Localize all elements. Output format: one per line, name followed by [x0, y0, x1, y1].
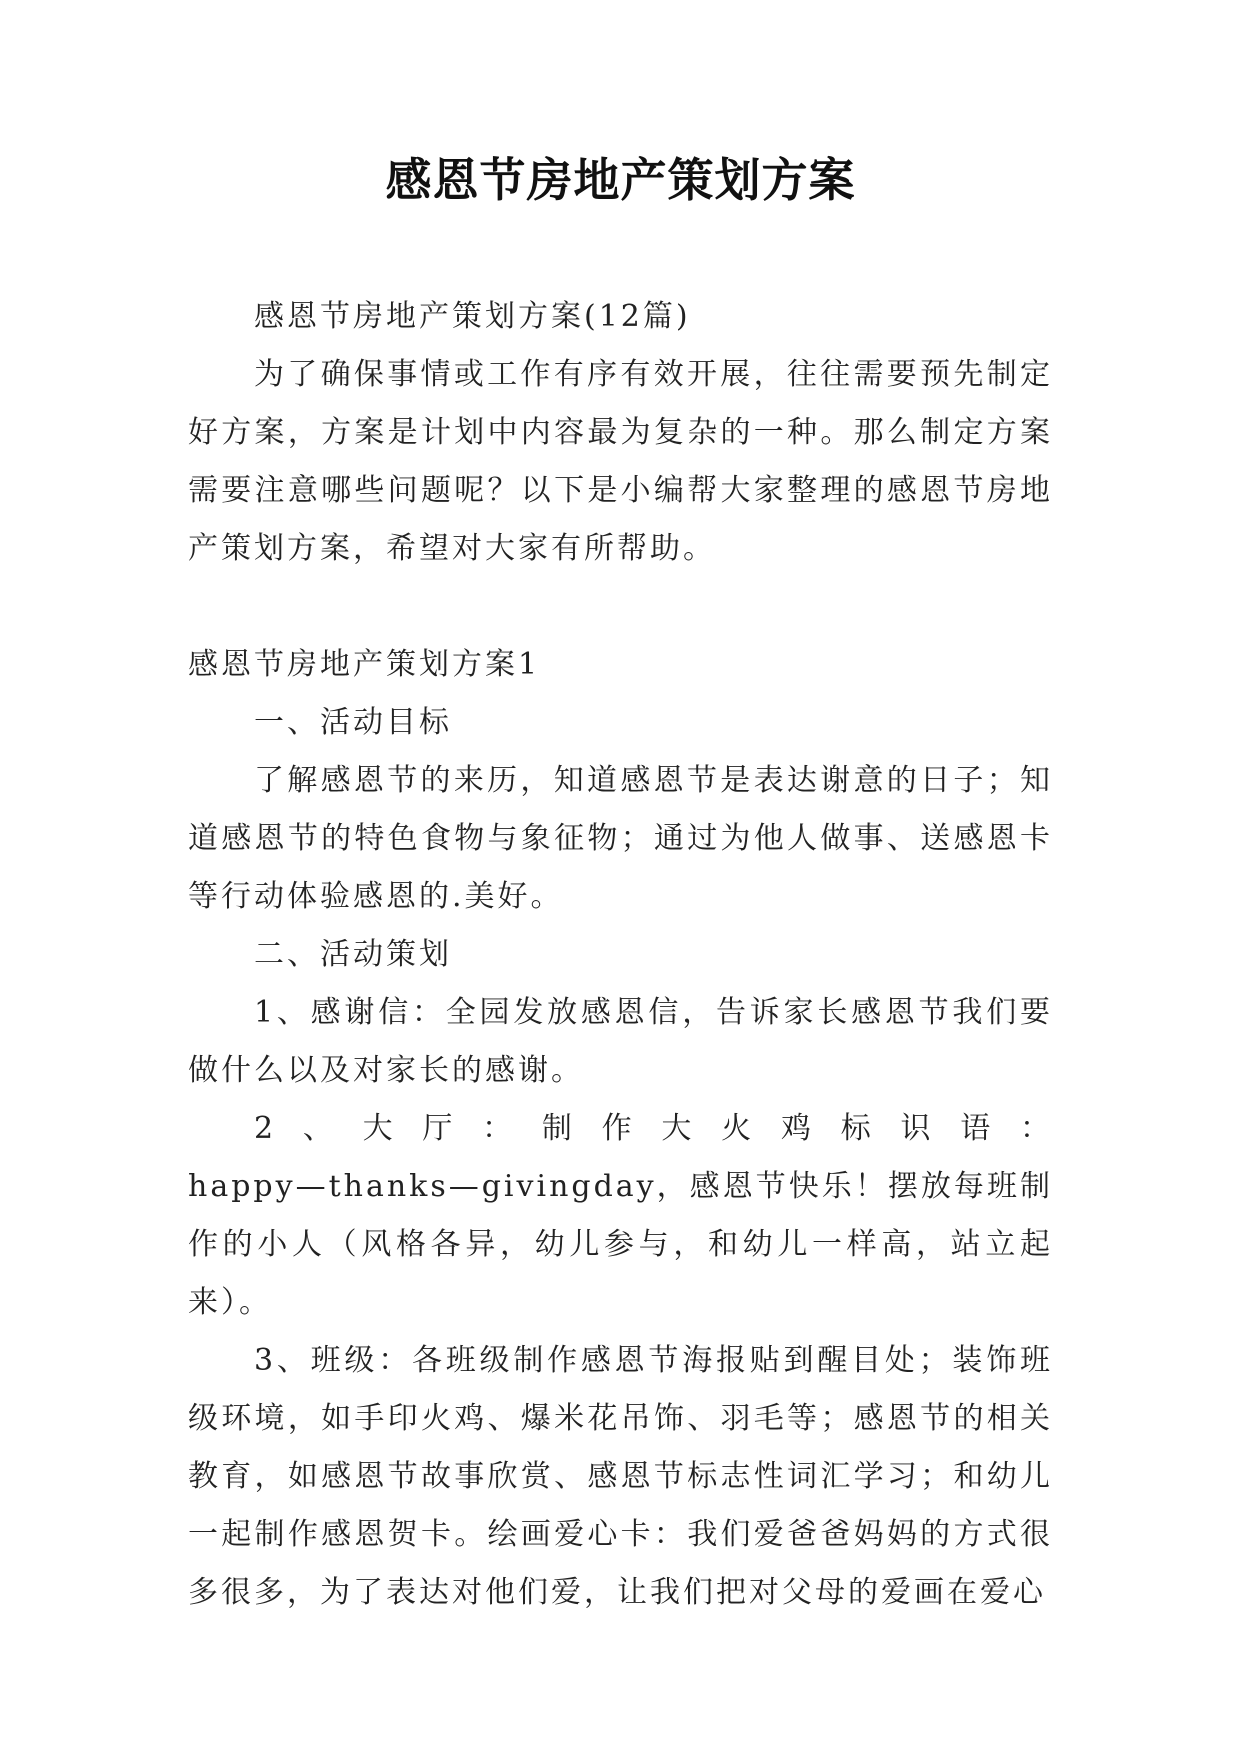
document-body [188, 288, 1053, 1622]
plan-item-3: 3、班级：各班级制作感恩节海报贴到醒目处；装饰班级环境，如手印火鸡、爆米花吊饰、羽毛等；感恩节的相关教育，如感恩节故事欣赏、感恩节标志性词汇学习；和幼儿一起制作感恩贺卡。绘画爱心卡：我们爱爸爸妈妈的方式很多很多，为了表达对他们爱，让我们把对父母的爱画在爱心 [188, 1343, 1053, 1610]
section-heading: 感恩节房地产策划方案1 [188, 647, 541, 682]
intro-paragraph: 为了确保事情或工作有序有效开展，往往需要预先制定好方案，方案是计划中内容最为复杂的一种。那么制定方案需要注意哪些问题呢？以下是小编帮大家整理的感恩节房地产策划方案，希望对大家有所帮助。 [188, 357, 1053, 566]
heading-activity-goal: 一、活动目标 [254, 705, 452, 740]
plan-item-2-heading: 2、大厅：制作大火鸡标识语： [254, 1111, 1053, 1146]
plan-item-2-body: happy—thanks—givingday，感恩节快乐！摆放每班制作的小人（风格各异，幼儿参与，和幼儿一样高，站立起来）。 [188, 1169, 1053, 1320]
heading-activity-plan: 二、活动策划 [254, 937, 452, 972]
goal-paragraph: 了解感恩节的来历，知道感恩节是表达谢意的日子；知道感恩节的特色食物与象征物；通过为他人做事、送感恩卡等行动体验感恩的.美好。 [188, 763, 1053, 914]
document-title: 感恩节房地产策划方案 [385, 153, 856, 207]
plan-item-1: 1、感谢信：全园发放感恩信，告诉家长感恩节我们要做什么以及对家长的感谢。 [188, 995, 1053, 1088]
subtitle-paragraph: 感恩节房地产策划方案(12篇) [254, 299, 691, 334]
